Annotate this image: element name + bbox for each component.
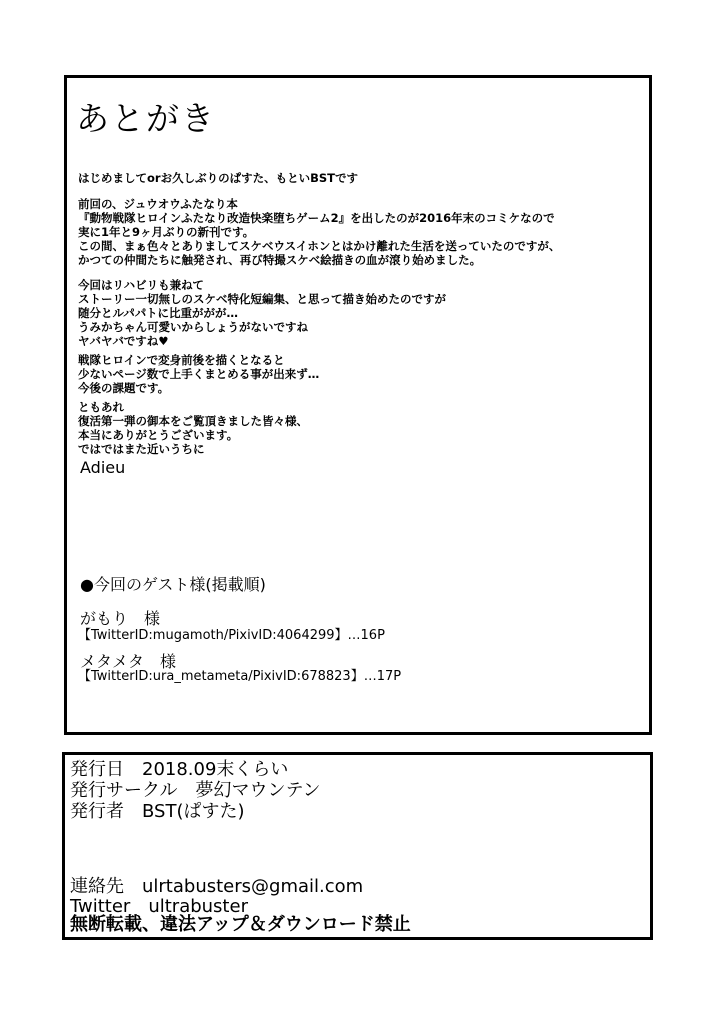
afterword-line: 『動物戦隊ヒロインふたなり改造快楽堕ちゲーム2』を出したのが2016年末のコミケなので xyxy=(78,211,555,225)
publish-date: 発行日 2018.09末くらい xyxy=(70,759,289,780)
signoff: Adieu xyxy=(80,458,126,477)
afterword-line: うみかちゃん可愛いからしょうがないですね xyxy=(78,320,308,334)
afterword-line: 戦隊ヒロインで変身前後を描くとなると xyxy=(78,353,285,367)
afterword-line: ともあれ xyxy=(78,400,124,414)
publisher: 発行者 BST(ぱすた) xyxy=(70,801,245,822)
publishing-circle: 発行サークル 夢幻マウンテン xyxy=(70,780,321,801)
afterword-line: 今回はリハビリも兼ねて xyxy=(78,278,204,292)
guest-name: がもり 様 xyxy=(80,609,161,628)
guest-detail: 【TwitterID:mugamoth/PixivID:4064299】…16P xyxy=(78,628,385,643)
guest-detail: 【TwitterID:ura_metameta/PixivID:678823】…17P xyxy=(78,669,402,684)
afterword-line: ではではまた近いうちに xyxy=(78,442,205,456)
afterword-line: 今後の課題です。 xyxy=(78,381,170,395)
afterword-line: この間、まぁ色々とありましてスケベウスイホンとはかけ離れた生活を送っていたのですが、 xyxy=(78,239,561,253)
afterword-line: 前回の、ジュウオウふたなり本 xyxy=(78,197,238,211)
contact-email: 連絡先 ulrtabusters@gmail.com xyxy=(70,876,364,897)
afterword-title: あとがき xyxy=(76,99,216,138)
afterword-line: 随分とルパパトに比重ががが… xyxy=(78,306,238,320)
afterword-line: 少ないページ数で上手くまとめる事が出来ず… xyxy=(78,367,320,381)
guest-heading: ●今回のゲスト様(掲載順) xyxy=(80,575,266,594)
afterword-line: 復活第一弾の御本をご覧頂きました皆々様、 xyxy=(78,414,308,428)
afterword-line: ストーリー一切無しのスケベ特化短編集、と思って描き始めたのですが xyxy=(78,292,446,306)
afterword-line: 本当にありがとうございます。 xyxy=(78,428,239,442)
copyright-notice: 無断転載、違法アップ＆ダウンロード禁止 xyxy=(70,914,411,935)
afterword-line: 実に1年と9ヶ月ぶりの新刊です。 xyxy=(78,225,255,239)
afterword-line: かつての仲間たちに触発され、再び特撮スケベ絵描きの血が滾り始めました。 xyxy=(78,253,482,267)
afterword-line: はじめましてorお久しぶりのぱすた、もといBSTです xyxy=(78,171,358,185)
afterword-line: ヤバヤバですね♥ xyxy=(78,334,169,348)
twitter-handle: Twitter ultrabuster xyxy=(70,896,248,917)
guest-name: メタメタ 様 xyxy=(80,652,177,671)
